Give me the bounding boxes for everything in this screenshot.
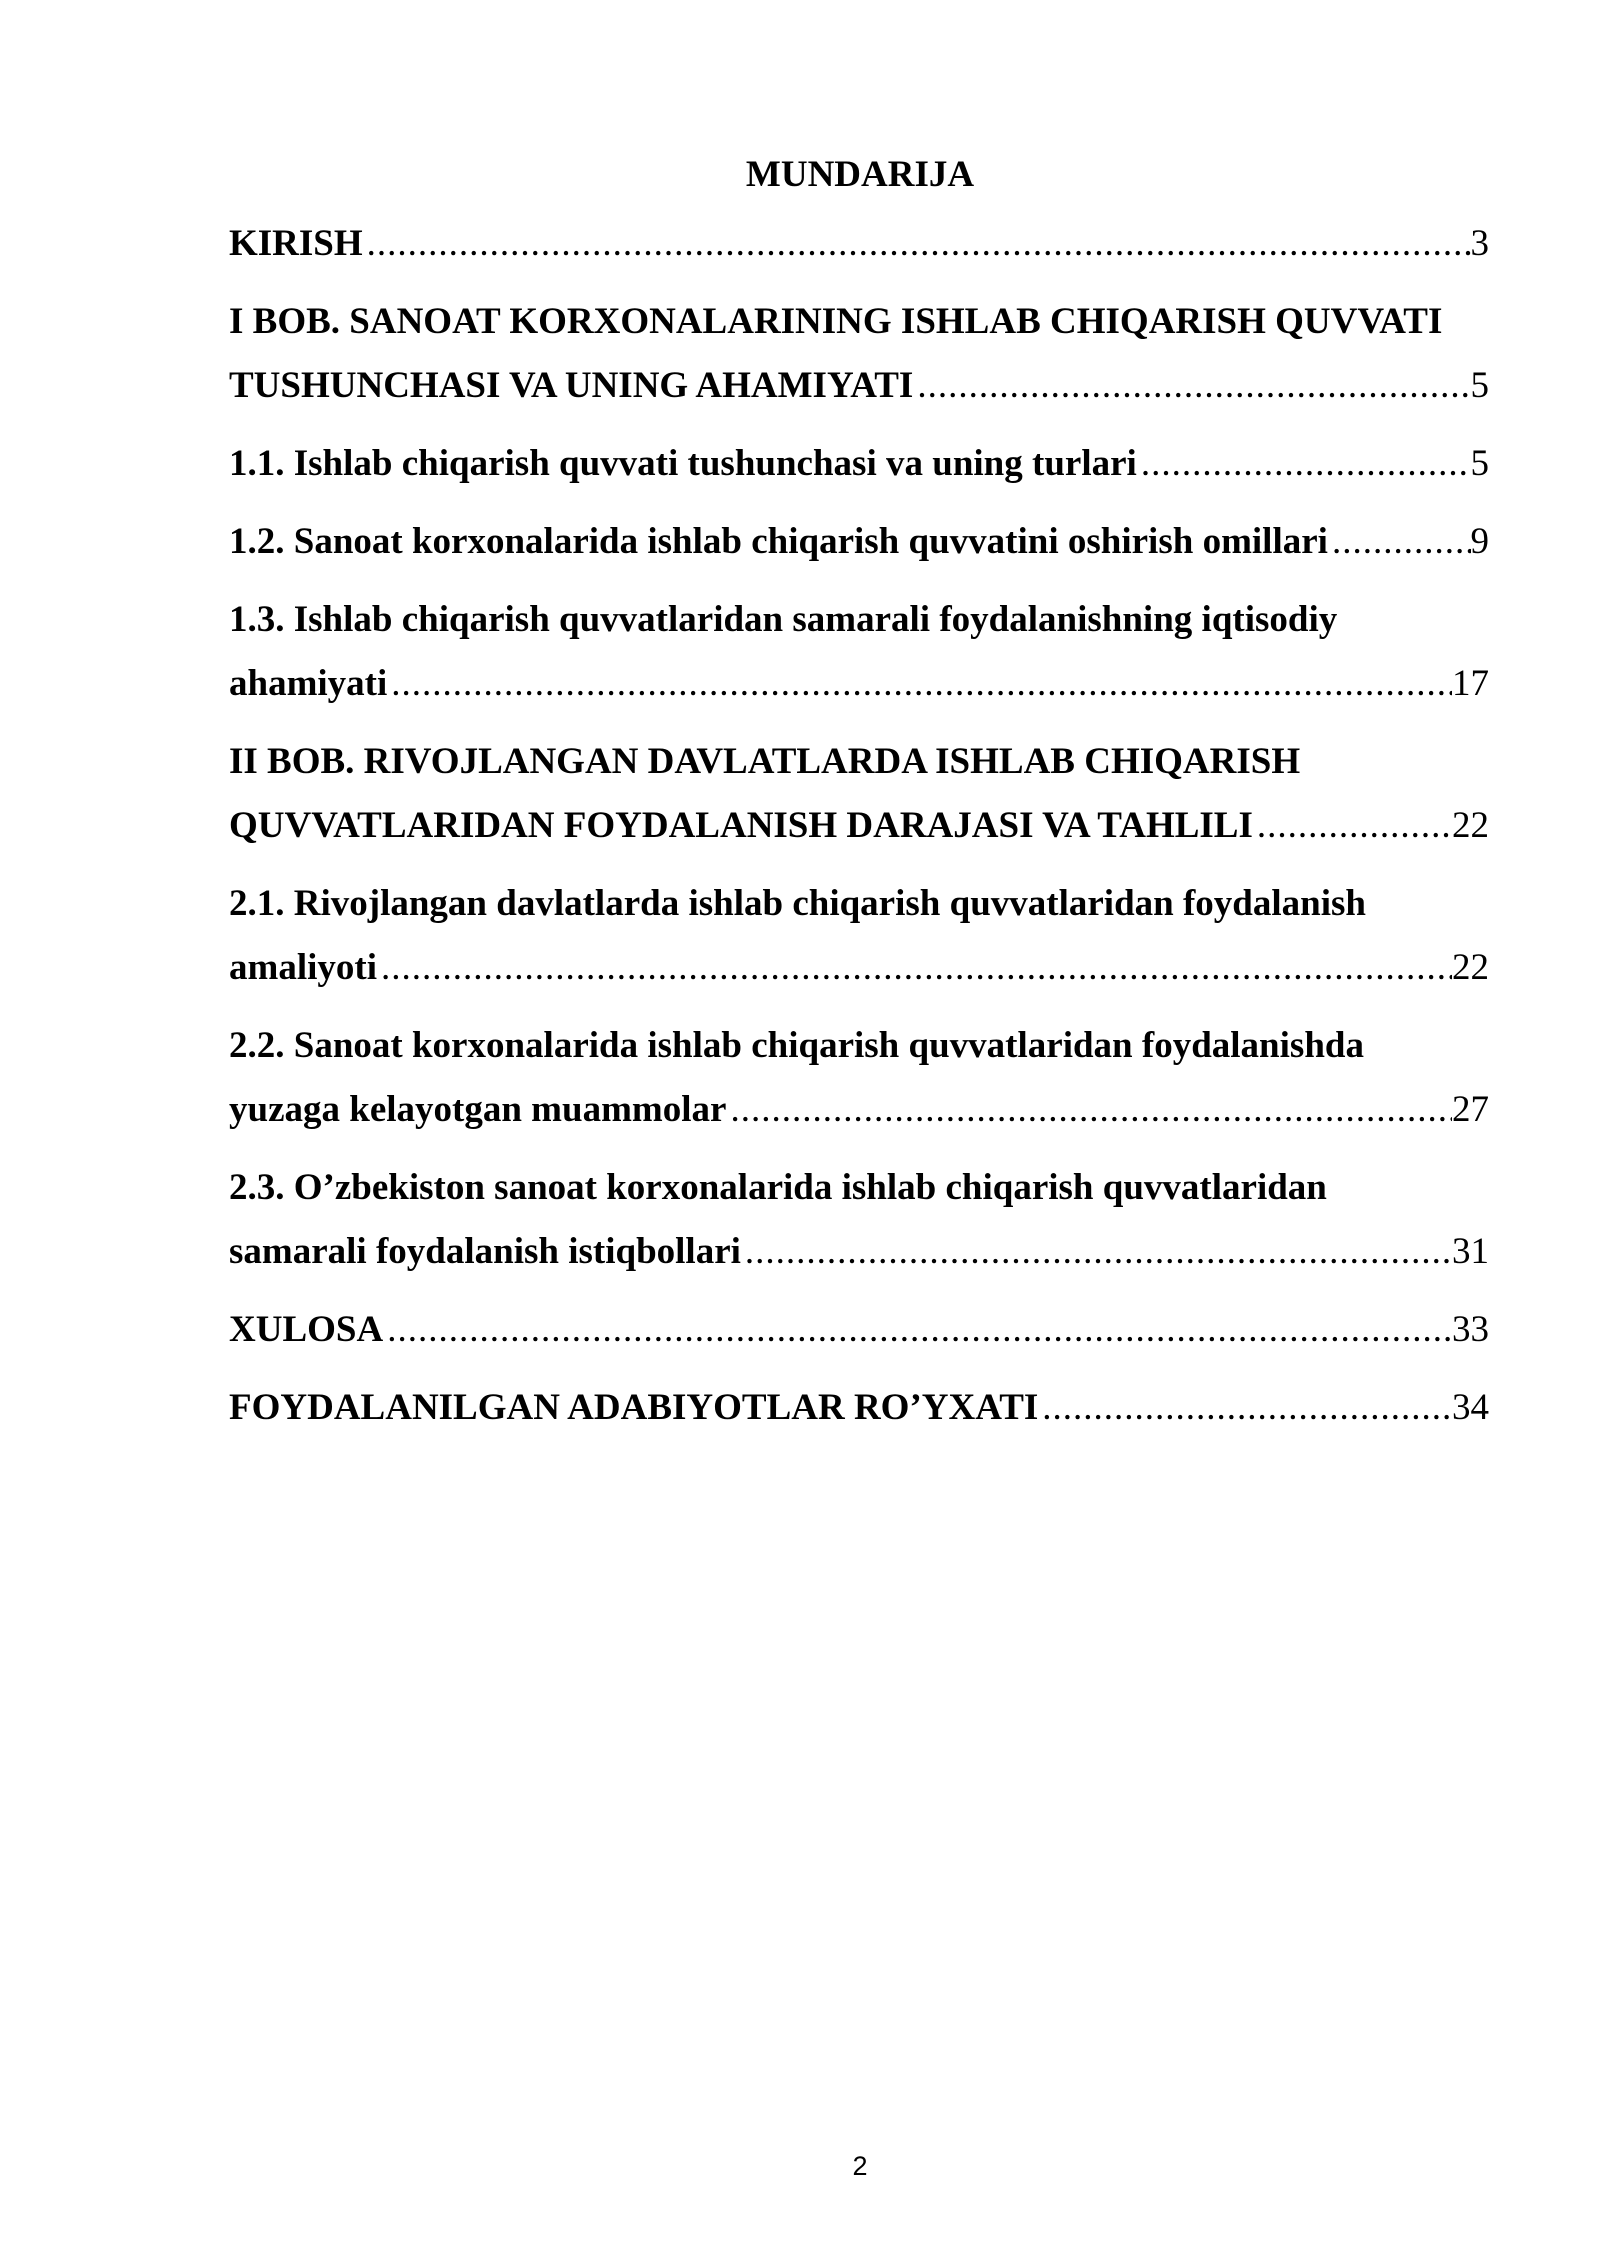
toc-entry-line — [229, 652, 1489, 716]
toc-page-number: 5 — [1470, 365, 1489, 406]
toc-entry-heading-line: 2.1. Rivojlangan davlatlarda ishlab chiqarish quvvatlaridan foydalanish — [229, 883, 1366, 924]
toc-page-number: 22 — [1452, 947, 1489, 988]
toc-entry-title: yuzaga kelayotgan muammolar — [229, 1089, 727, 1130]
toc-entry-title: 1.1. Ishlab chiqarish quvvati tushunchasi va uning turlari — [229, 443, 1137, 484]
toc-dot-leader — [726, 1078, 1452, 1142]
toc-entry[interactable] — [229, 1376, 1489, 1440]
toc-dot-leader — [913, 354, 1470, 418]
toc-page-number: 17 — [1452, 663, 1489, 704]
toc-entry-line — [229, 1220, 1489, 1284]
toc-entry[interactable] — [229, 1014, 1489, 1142]
toc-page-number: 9 — [1470, 521, 1489, 562]
toc-dot-leader — [377, 936, 1452, 1000]
toc-dot-leader — [387, 652, 1452, 716]
toc-entry-line — [229, 1078, 1489, 1142]
toc-entry[interactable] — [229, 1156, 1489, 1284]
toc-entry-heading-line: 1.3. Ishlab chiqarish quvvatlaridan samarali foydalanishning iqtisodiy — [229, 599, 1338, 640]
toc-dot-leader — [363, 212, 1471, 276]
toc-entry[interactable] — [229, 1298, 1489, 1362]
toc-entry-line — [229, 936, 1489, 1000]
toc-entry-line — [229, 794, 1489, 858]
toc-entry[interactable] — [229, 212, 1489, 276]
toc-title: MUNDARIJA — [745, 154, 975, 195]
toc-entry-line — [229, 212, 1489, 276]
toc-entry[interactable] — [229, 510, 1489, 574]
toc-page-number: 33 — [1452, 1309, 1489, 1350]
toc-dot-leader — [1137, 432, 1471, 496]
toc-entry[interactable] — [229, 588, 1489, 716]
table-of-contents — [229, 212, 1489, 1454]
toc-entry-title: ahamiyati — [229, 663, 388, 704]
page-number: 2 — [852, 2151, 868, 2181]
toc-page-number: 27 — [1452, 1089, 1489, 1130]
toc-entry[interactable] — [229, 730, 1489, 858]
toc-page-number: 5 — [1470, 443, 1489, 484]
toc-entry-line — [229, 432, 1489, 496]
toc-page-number: 22 — [1452, 805, 1489, 846]
toc-entry-title: XULOSA — [229, 1309, 384, 1350]
toc-entry-heading-line: 2.3. O’zbekiston sanoat korxonalarida ishlab chiqarish quvvatlaridan — [229, 1167, 1327, 1208]
toc-entry-line — [229, 354, 1489, 418]
toc-entry-title: QUVVATLARIDAN FOYDALANISH DARAJASI VA TAHLILI — [229, 805, 1253, 846]
toc-entry-title: amaliyoti — [229, 947, 377, 988]
toc-entry-title: samarali foydalanish istiqbollari — [229, 1231, 741, 1272]
toc-dot-leader — [383, 1298, 1452, 1362]
toc-page-number: 34 — [1452, 1387, 1489, 1428]
toc-entry-title: 1.2. Sanoat korxonalarida ishlab chiqarish quvvatini oshirish omillari — [229, 521, 1328, 562]
toc-dot-leader — [1253, 794, 1452, 858]
toc-entry-title: TUSHUNCHASI VA UNING AHAMIYATI — [229, 365, 914, 406]
toc-entry[interactable] — [229, 432, 1489, 496]
toc-entry-heading-line: I BOB. SANOAT KORXONALARINING ISHLAB CHIQARISH QUVVATI — [229, 301, 1443, 342]
toc-entry-heading-line: 2.2. Sanoat korxonalarida ishlab chiqarish quvvatlaridan foydalanishda — [229, 1025, 1364, 1066]
toc-entry[interactable] — [229, 872, 1489, 1000]
toc-dot-leader — [741, 1220, 1452, 1284]
toc-entry-title: FOYDALANILGAN ADABIYOTLAR RO’YXATI — [229, 1387, 1039, 1428]
toc-entry-title: KIRISH — [229, 223, 363, 264]
toc-page-number: 3 — [1470, 223, 1489, 264]
toc-entry-line — [229, 510, 1489, 574]
toc-dot-leader — [1038, 1376, 1452, 1440]
toc-entry[interactable] — [229, 290, 1489, 418]
toc-dot-leader — [1328, 510, 1471, 574]
toc-entry-line — [229, 1376, 1489, 1440]
toc-entry-line — [229, 1298, 1489, 1362]
toc-page-number: 31 — [1452, 1231, 1489, 1272]
toc-entry-heading-line: II BOB. RIVOJLANGAN DAVLATLARDA ISHLAB CHIQARISH — [229, 741, 1301, 782]
